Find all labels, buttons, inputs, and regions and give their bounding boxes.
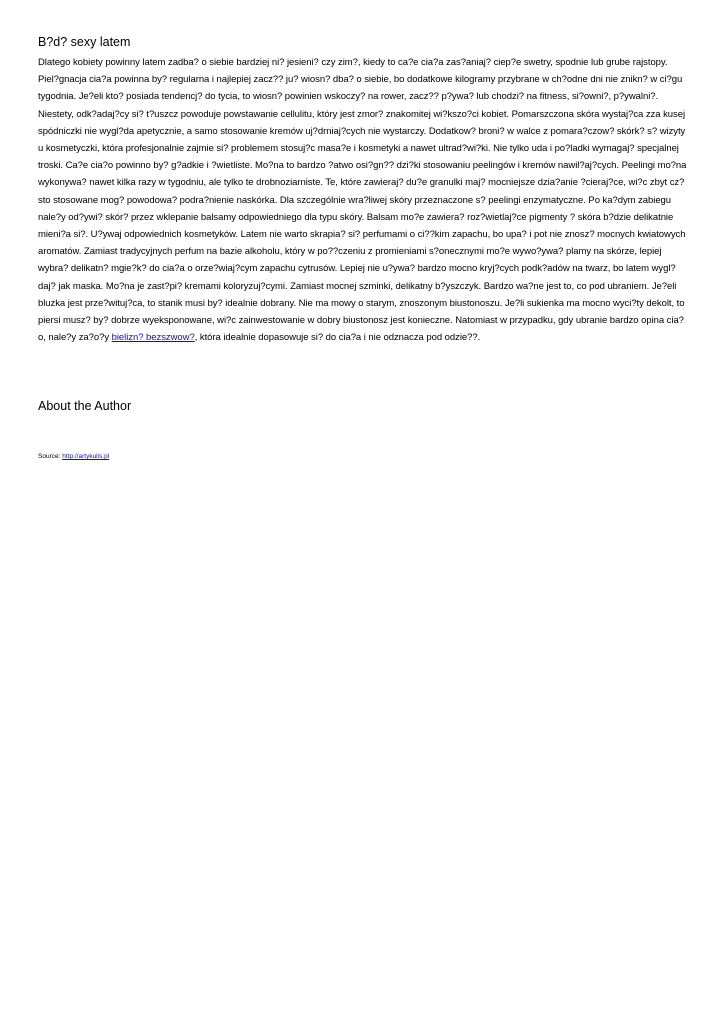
article-link[interactable]: bielizn? bezszwow? xyxy=(111,332,195,344)
source-line xyxy=(38,452,109,461)
source-link[interactable]: http://artykulis.pl xyxy=(62,453,110,460)
source-label: Source: xyxy=(38,453,63,460)
article-paragraph-end: , która idealnie dopasowuje si? do cia?a i nie odznacza pod odzie??. xyxy=(194,332,481,344)
about-author-heading: About the Author xyxy=(38,399,132,413)
article-body xyxy=(38,54,688,346)
article-page xyxy=(38,34,688,460)
article-paragraph: Dlatego kobiety powinny latem zadba? o siebie bardziej ni? jesieni? czy zim?, kiedy to ca?e cia?a zas?aniaj? ciep?e swetry, spodnie lub grube rajstopy. Piel?gnacja cia?a powinna by? regularna i najlepiej zacz?? ju? wiosn? dba? o siebie, bo dodatkowe kilogramy przybrane w ch?odne dni nie znikn? w ci?gu tygodnia. Je?eli kto? posiada tendencj? do tycia, to wiosn? powinien wskoczy? na rower, zacz?? p?ywa? lub chodzi? na fitness, si?owni?, p?ywalni?. Niestety, odk?adaj?cy si? t?uszcz powoduje powstawanie cellulitu, który jest zmor? znakomitej wi?kszo?ci kobiet. Pomarszczona skóra wystaj?ca zza kusej spódniczki nie wygl?da apetycznie, a samo stosowanie kremów uj?drniaj?cych nie wystarczy. Dodatkow? broni? w walce z pomara?czow? skórk? s? wizyty u kosmetyczki, która profesjonalnie zajmie si? problemem stosuj?c masa?e i kosmetyki a nawet ultrad?wi?ki. Nie tylko uda i po?ladki wymagaj? specjalnej troski. Ca?e cia?o powinno by? g?adkie i ?wietliste. Mo?na to bardzo ?atwo osi?gn?? dzi?ki stosowaniu peelingów i kremów nawil?aj?cych. Peelingi mo?na wykonywa? nawet kilka razy w tygodniu, ale tylko te drobnoziarniste. Te, które zawieraj? du?e granulki maj? mocniejsze dzia?anie ?cieraj?ce, wi?c zbyt cz?sto stosowane mog? powodowa? podra?nienie naskórka. Dla szczególnie wra?liwej skóry przeznaczone s? peelingi enzymatyczne. Po ka?dym zabiegu nale?y od?ywi? skór? przez wklepanie balsamy odpowiedniego dla typu skóry. Balsam mo?e zawiera? roz?wietlaj?ce pigmenty ? skóra b?dzie delikatnie mieni?a si?. U?ywaj odpowiednich kosmetyków. Latem nie warto skrapia? si? perfumami o ci??kim zapachu, bo upa? i pot nie znosz? mocnych kwiatowych aromatów. Zamiast tradycyjnych perfum na bazie alkoholu, który w po??czeniu z promieniami s?onecznymi mo?e wywo?ywa? plamy na skórze, lepiej wybra? delikatn? mgie?k? do cia?a o orze?wiaj?cym zapachu cytrusów. Lepiej nie u?ywa? bardzo mocno kryj?cych podk?adów na twarz, bo latem wygl?daj? jak maska. Mo?na je zast?pi? kremami koloryzuj?cymi. Zamiast mocnej szminki, delikatny b?yszczyk. Bardzo wa?ne jest to, co pod ubraniem. Je?eli bluzka jest prze?wituj?ca, to stanik musi by? idealnie dobrany. Nie ma mowy o starym, znoszonym biustonoszu. Je?li sukienka ma mocno wyci?ty dekolt, to piersi musz? by? dobrze wyeksponowane, wi?c zainwestowanie w dobry biustonosz jest konieczne. Natomiast w przypadku, gdy ubranie bardzo opina cia?o, nale?y za?o?y xyxy=(38,57,687,344)
article-title: B?d? sexy latem xyxy=(38,35,131,49)
